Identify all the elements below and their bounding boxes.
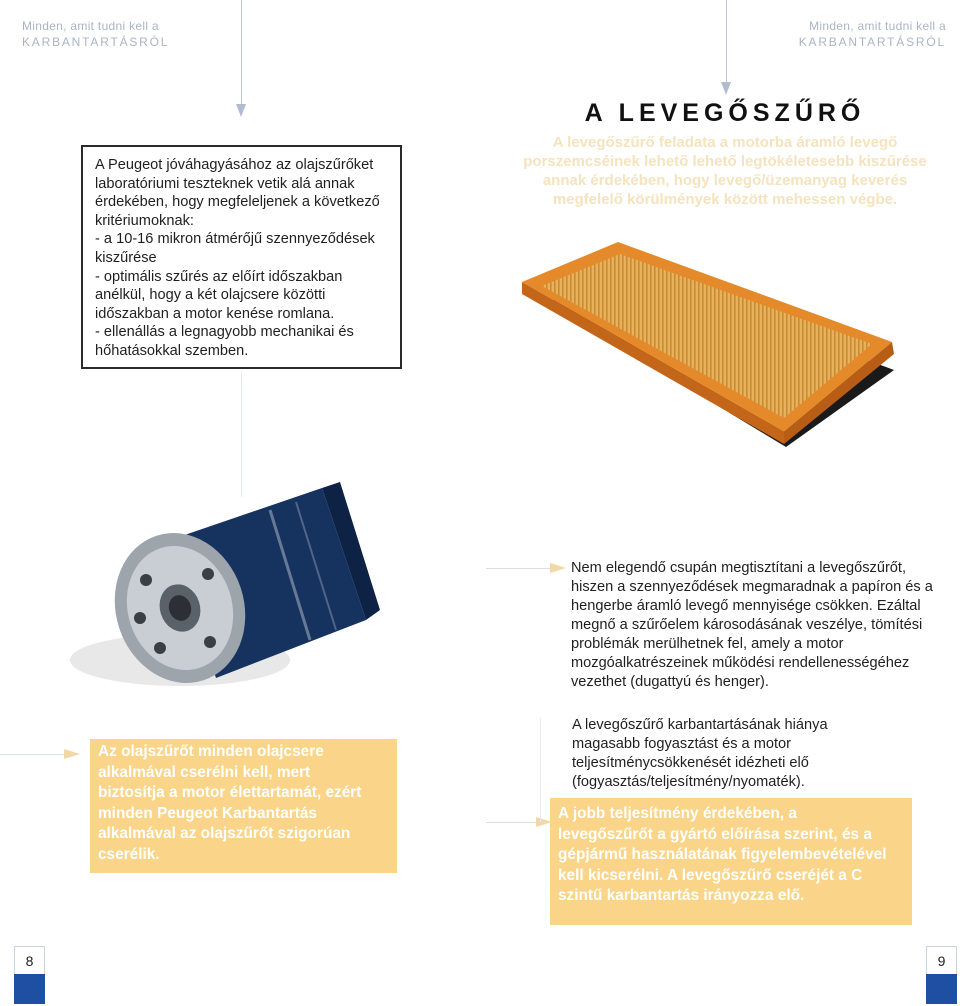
guide-line-left bbox=[241, 0, 242, 104]
page-number-right bbox=[926, 946, 957, 1004]
air-filter-maintenance-lack-text: A levegőszűrő karbantartásának hiánya magasabb fogyasztást és a motor teljesítménycsökkenését idézheti elő (fogyasztás/teljesítmény/nyomaték). bbox=[572, 717, 828, 790]
arrow-down-icon bbox=[721, 82, 731, 95]
header-line-2: KARBANTARTÁSRÓL bbox=[798, 35, 946, 49]
air-filter-lead: A levegőszűrő feladata a motorba áramló levegő porszemcséinek lehető lehető legtökéletesebb kiszűrése annak érdekében, hogy levegő/üzemanyag keverés megfelelő körülmények között mehessen végbe. bbox=[523, 134, 927, 208]
oil-filter-requirements-box bbox=[81, 145, 402, 369]
running-header-left bbox=[22, 18, 169, 50]
air-filter-highlight-text: A jobb teljesítmény érdekében, a levegőszűrőt a gyártó előírása szerint, és a gépjármű használatának figyelembevételével kell kicserélni. A levegőszűrő cseréjét a C szintű karbantartás irányozza elő. bbox=[558, 805, 887, 905]
page-number-left bbox=[14, 946, 45, 1004]
air-filter-title: A LEVEGŐSZŰRŐ bbox=[584, 99, 866, 127]
oil-filter-highlight-text: Az olajszűrőt minden olajcsere alkalmával cserélni kell, mert biztosítja a motor élettartamát, ezért minden Peugeot Karbantartás alkalmával az olajszűrőt szigorúan cserélik. bbox=[98, 743, 362, 863]
header-line-1: Minden, amit tudni kell a bbox=[22, 19, 159, 33]
air-filter-maintenance-lack bbox=[572, 716, 902, 792]
page-number-right-label: 9 bbox=[937, 953, 946, 969]
air-filter-body bbox=[571, 559, 941, 692]
arrow-right-icon bbox=[550, 563, 566, 573]
guide-line-right bbox=[726, 0, 727, 82]
arrow-down-icon bbox=[236, 104, 246, 117]
running-header-right bbox=[799, 18, 946, 50]
header-line-2: KARBANTARTÁSRÓL bbox=[22, 35, 170, 49]
header-line-1: Minden, amit tudni kell a bbox=[809, 19, 946, 33]
guide-line-air-vertical bbox=[540, 718, 541, 822]
guide-line-air-note bbox=[486, 822, 538, 823]
page-number-left-label: 8 bbox=[25, 953, 34, 969]
arrow-right-icon bbox=[64, 749, 80, 759]
oil-filter-image bbox=[60, 470, 380, 718]
air-filter-image bbox=[522, 232, 898, 452]
page-marker-block bbox=[926, 974, 957, 1004]
oil-filter-requirements-text: A Peugeot jóváhagyásához az olajszűrőket laboratóriumi teszteknek vetik alá annak érdekében, hogy megfeleljenek a következő kritériumoknak: - a 10-16 mikron átmérőjű szennyeződések kiszűrése - optimális szűrés az előírt időszakban anélkül, hogy a két olajcsere közötti időszakban a motor kenése romlana. - ellenállás a legnagyobb mechanikai és hőhatásokkal szemben. bbox=[95, 157, 380, 359]
air-filter-highlight-box bbox=[550, 798, 912, 925]
air-filter-body-text: Nem elegendő csupán megtisztítani a levegőszűrőt, hiszen a szennyeződések megmaradnak a papíron és a hengerbe áramló levegő mennyisége csökken. Ezáltal megnő a szűrőelem károsodásának veszélye, tömítési problémák merülhetnek fel, amely a motor mozgóalkatrészeinek működési rendellenességéhez vezethet (dugattyú és henger). bbox=[571, 560, 933, 690]
guide-line-air-body bbox=[486, 568, 550, 569]
page-marker-block bbox=[14, 974, 45, 1004]
guide-line-oil-note bbox=[0, 754, 64, 755]
oil-filter-highlight-box bbox=[90, 739, 397, 873]
